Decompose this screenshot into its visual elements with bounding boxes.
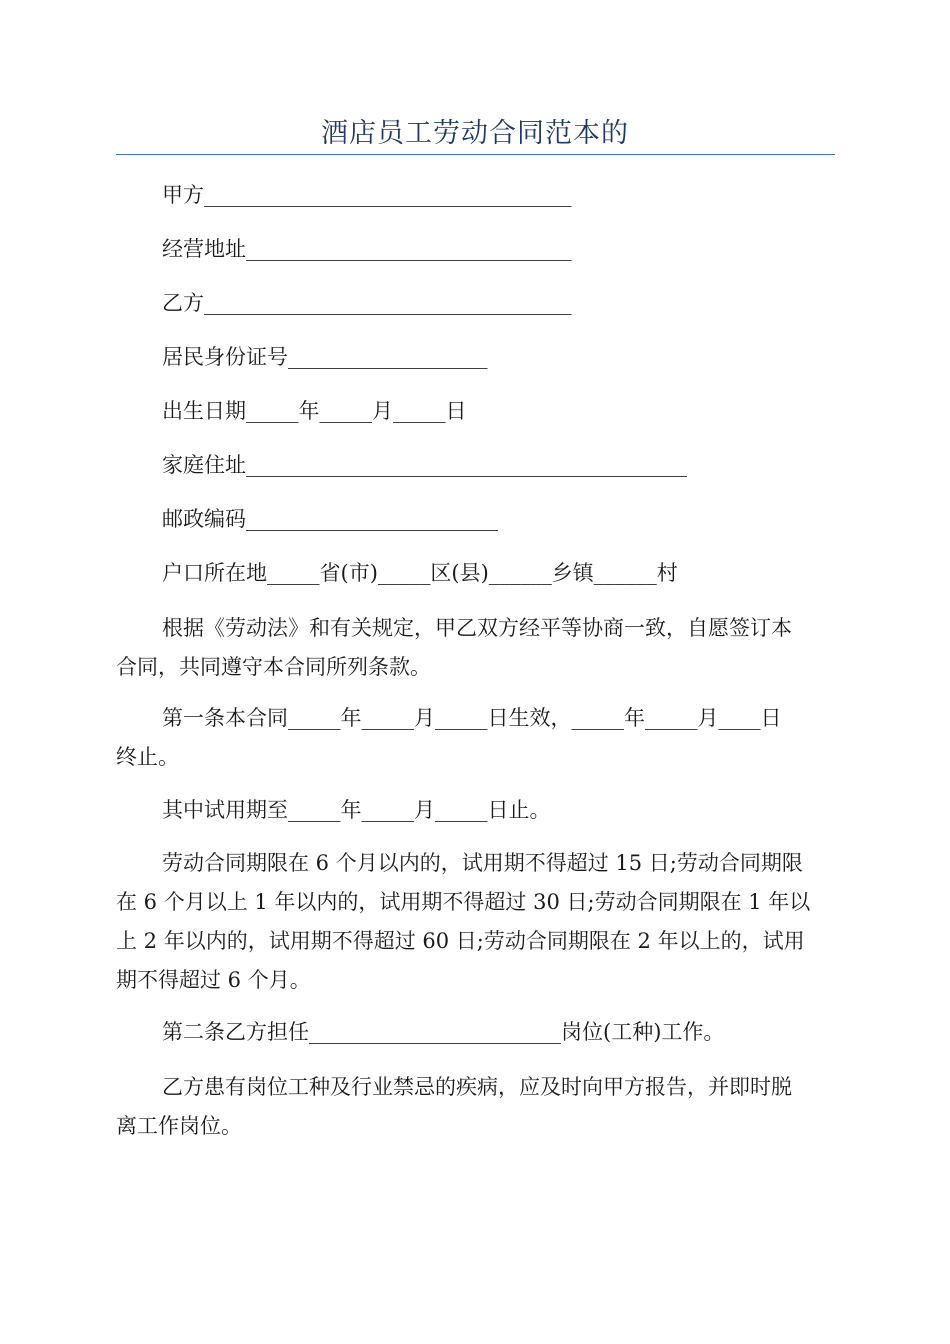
field-party-a: 甲方___________________________________ [162, 183, 572, 207]
paragraph-line: 劳动合同期限在 6 个月以内的，试用期不得超过 15 日;劳动合同期限 [162, 851, 803, 875]
paragraph-probation-limits [116, 844, 836, 1000]
field-birth-date: 出生日期_____年_____月_____日 [162, 399, 467, 423]
paragraph-article-one [116, 699, 836, 777]
paragraph-line: 乙方患有岗位工种及行业禁忌的疾病，应及时向甲方报告，并即时脱 [162, 1075, 792, 1099]
paragraph-line: 根据《劳动法》和有关规定，甲乙双方经平等协商一致，自愿签订本 [162, 616, 792, 640]
field-postal-code: 邮政编码________________________ [162, 507, 498, 531]
field-business-address: 经营地址_______________________________ [162, 237, 572, 261]
paragraph-line: 合同，共同遵守本合同所列条款。 [116, 655, 431, 679]
paragraph-line: 期不得超过 6 个月。 [116, 968, 311, 992]
title-underline [116, 154, 835, 155]
paragraph-line: 在 6 个月以上 1 年以内的，试用期不得超过 30 日;劳动合同期限在 1 年以 [116, 890, 811, 914]
paragraph-line: 其中试用期至_____年_____月_____日止。 [162, 798, 551, 822]
field-home-address: 家庭住址__________________________________________ [162, 453, 687, 477]
field-household-registration: 户口所在地_____省(市)_____区(县)______乡镇______村 [162, 561, 678, 585]
paragraph-probation [116, 791, 836, 830]
paragraph-line: 终止。 [116, 745, 179, 769]
field-party-b: 乙方___________________________________ [162, 291, 572, 315]
document-title: 酒店员工劳动合同范本的 [321, 118, 629, 149]
paragraph-preamble [116, 609, 836, 687]
paragraph-line: 第一条本合同_____年_____月_____日生效，_____年_____月____日 [162, 706, 782, 730]
paragraph-disease-report [116, 1068, 836, 1146]
paragraph-line: 离工作岗位。 [116, 1114, 242, 1138]
paragraph-article-two [116, 1013, 836, 1052]
paragraph-line: 第二条乙方担任________________________岗位(工种)工作。 [162, 1020, 725, 1044]
field-id-number: 居民身份证号___________________ [162, 345, 488, 369]
paragraph-line: 上 2 年以内的，试用期不得超过 60 日;劳动合同期限在 2 年以上的，试用 [116, 929, 805, 953]
